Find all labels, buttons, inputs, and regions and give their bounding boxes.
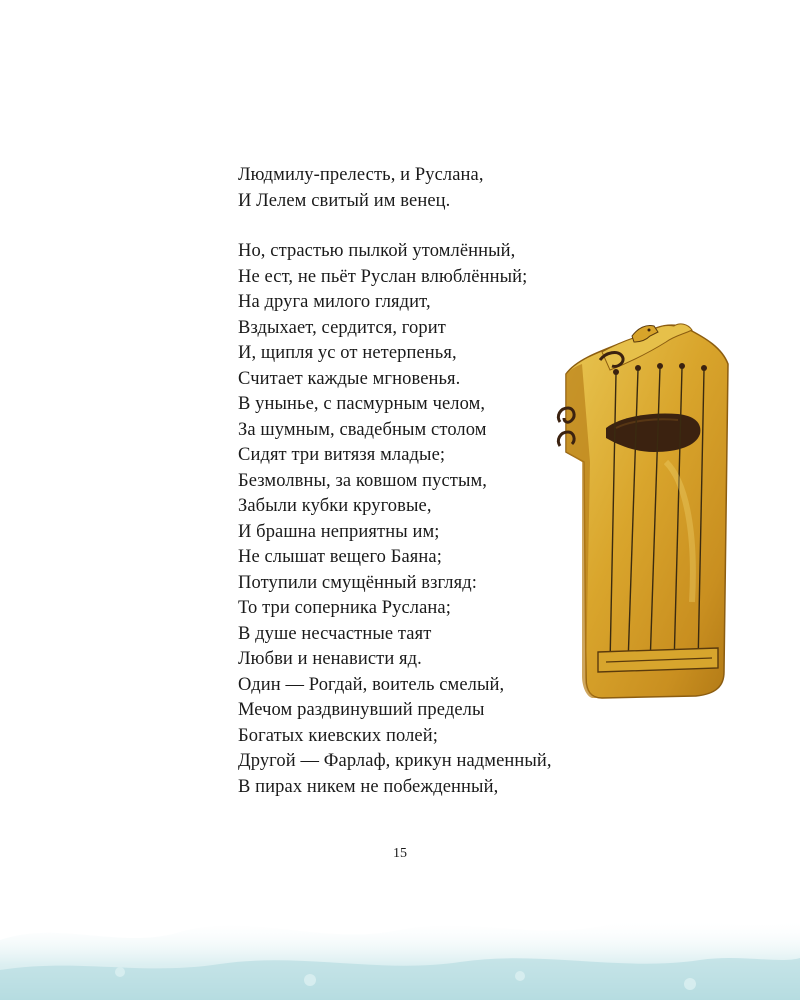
poem-line: Сидят три витязя младые; [238,445,446,465]
poem-line: Не слышат вещего Баяна; [238,547,442,567]
poem-stanza [238,163,618,214]
poem-line: Любви и ненависти яд. [238,649,422,669]
poem-line: В унынье, с пасмурным челом, [238,394,486,414]
gusli-illustration [546,312,736,702]
poem-line: И брашна неприятны им; [238,521,440,542]
poem-line: Богатых киевских полей; [238,725,438,746]
poem-line: За шумным, свадебным столом [238,419,487,440]
poem-line: Другой — Фарлаф, крикун надменный, [238,751,552,771]
poem-line: Один — Рогдай, воитель смелый, [238,674,505,695]
poem-line: Потупили смущённый взгляд: [238,572,477,593]
page-number: 15 [393,846,407,861]
poem-line: И, щипля ус от нетерпенья, [238,343,457,363]
watercolor-wash [0,880,800,1000]
poem-line: Вздыхает, сердится, горит [238,317,446,338]
poem-line: В пирах никем не побежденный, [238,776,499,797]
poem-line: В душе несчастные таят [238,623,432,644]
poem-line: Безмолвны, за ковшом пустым, [238,470,488,491]
poem-line: На друга милого глядит, [238,292,431,312]
poem-line: Забыли кубки круговые, [238,496,432,516]
poem-line: И Лелем свитый им венец. [238,190,451,211]
poem-line: Но, страстью пылкой утомлённый, [238,241,516,261]
poem-line: Мечом раздвинувший пределы [238,700,485,720]
poem-line: Людмилу-прелесть, и Руслана, [238,165,484,185]
poem-line: То три соперника Руслана; [238,598,451,618]
poem-line: Считает каждые мгновенья. [238,368,461,389]
poem-line: Не ест, не пьёт Руслан влюблённый; [238,266,528,287]
